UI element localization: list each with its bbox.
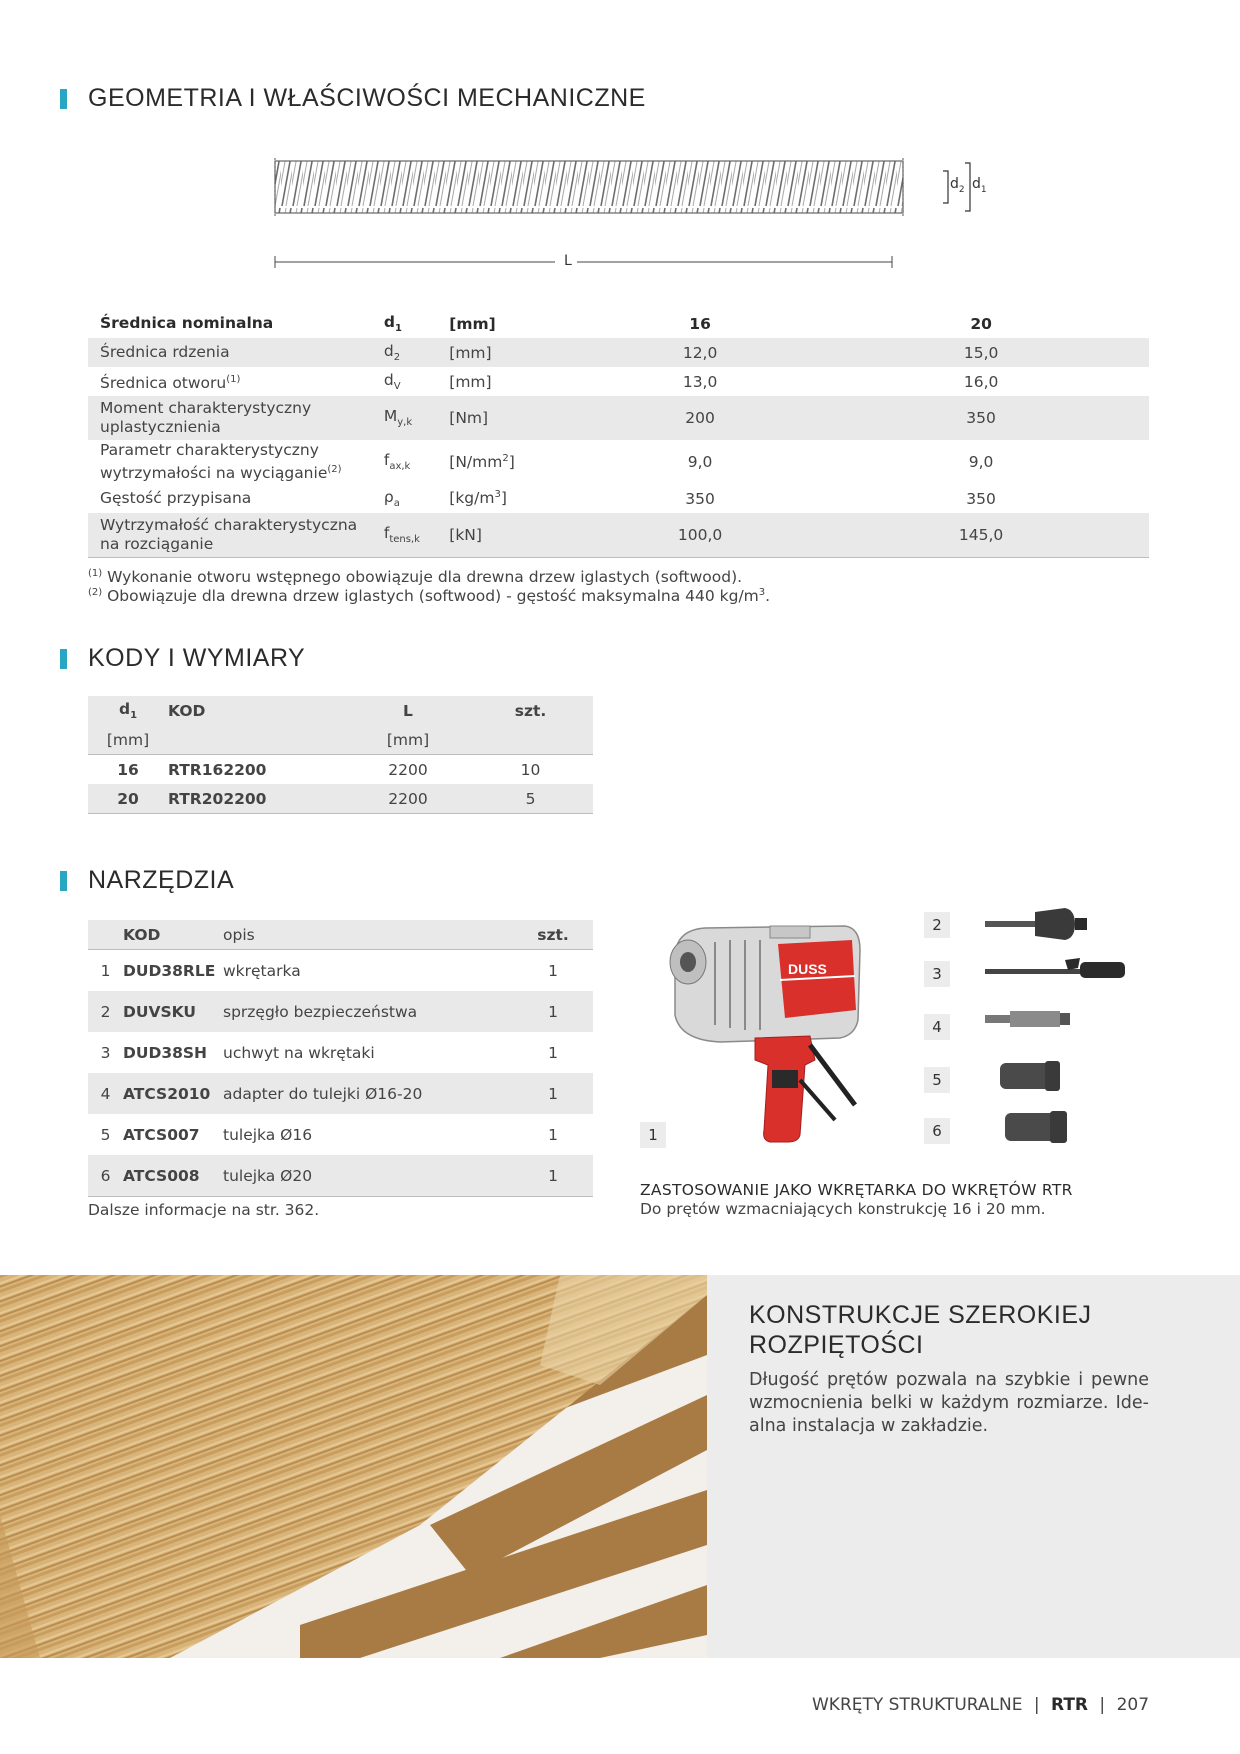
- section-title-geometry: GEOMETRIA I WŁAŚCIWOŚCI MECHANICZNE: [60, 84, 646, 113]
- adapter-icon: [985, 1011, 1070, 1027]
- tool-label-3: 3: [924, 961, 950, 987]
- codes-header-row: $d_1$ KOD L szt.: [88, 696, 593, 725]
- footer-section: WKRĘTY STRUKTURALNE: [812, 1695, 1023, 1715]
- codes-table: [88, 696, 593, 814]
- d1-label: $d_1$: [972, 176, 987, 195]
- tool-label-2: 2: [924, 912, 950, 938]
- tool-caption-title: ZASTOSOWANIE JAKO WKRĘTARKA DO WKRĘTÓW RTR: [640, 1181, 1073, 1199]
- tool-label-6: 6: [924, 1118, 950, 1144]
- d2-bracket: [943, 171, 948, 203]
- socket-20-icon: [1005, 1111, 1067, 1143]
- d2-label: $d_2$: [950, 176, 965, 195]
- accessories-image: [980, 898, 1130, 1148]
- table-row: 2 DUVSKU sprzęgło bezpieczeństwa 1: [88, 991, 593, 1032]
- footer-separator: |: [1033, 1695, 1040, 1715]
- table-row: 20 RTR202200 2200 5: [88, 784, 593, 814]
- table-row: 3 DUD38SH uchwyt na wkrętaki 1: [100, 1043, 558, 1062]
- tool-label-1: 1: [640, 1122, 666, 1148]
- section-title-tools: NARZĘDZIA: [60, 866, 234, 895]
- screw-diagram: [270, 155, 1010, 285]
- table-row: Wytrzymałość charakterystyczna na rozciąganie $f_{tens,k}$ [kN] 100,0 145,0: [88, 513, 1149, 557]
- length-label: L: [564, 253, 572, 269]
- footnote-2: $^{(2)}$ Obowiązuje dla drewna drzew iglastych (softwood) - gęstość maksymalna 440 $kg/m^3$.: [88, 587, 771, 606]
- timber-ceiling-image: [0, 1275, 707, 1658]
- section-marker: [60, 871, 67, 891]
- page-footer: [812, 1695, 1150, 1715]
- section-marker: [60, 649, 67, 669]
- screw-body: [275, 161, 903, 213]
- section-title-codes: KODY I WYMIARY: [60, 644, 305, 673]
- d1-bracket: [965, 163, 970, 211]
- table-row: 6 ATCS008 tulejka Ø20 1: [88, 1155, 593, 1197]
- table-row: Średnica rdzenia $d_2$ [mm] 12,0 15,0: [88, 338, 1149, 367]
- footer-separator-2: |: [1099, 1695, 1106, 1715]
- feature-title: KONSTRUKCJE SZEROKIEJ ROZPIĘTOŚCI: [749, 1301, 1092, 1359]
- feature-text: Długość prętów pozwala na szybkie i pewne wzmocnienia belki w każdym rozmiarze. Ide-alna instalacja w zakładzie.: [749, 1370, 1149, 1436]
- screw-holder-icon: [985, 958, 1125, 978]
- page-number: 207: [1116, 1695, 1150, 1715]
- table-row: 16 RTR162200 2200 10: [117, 760, 541, 779]
- footer-product: RTR: [1051, 1695, 1089, 1715]
- table-row: 1 DUD38RLE wkrętarka 1: [100, 961, 558, 980]
- tools-table: [88, 920, 593, 1197]
- table-row: Gęstość przypisana $\rho_a$ $[kg/m^3]$ 350 350: [100, 487, 996, 510]
- drill-image: [660, 920, 870, 1145]
- duss-logo: DUSS: [788, 961, 827, 977]
- tool-caption-text: Do prętów wzmacniających konstrukcję 16 i 20 mm.: [640, 1200, 1046, 1218]
- footnote-1: $^{(1)}$ Wykonanie otworu wstępnego obowiązuje dla drewna drzew iglastych (softwood).: [88, 568, 743, 587]
- properties-header-row: Średnica nominalna $d_1$ [mm] 16 20: [100, 312, 992, 335]
- properties-table: [88, 309, 1149, 558]
- tool-label-5: 5: [924, 1067, 950, 1093]
- tool-label-4: 4: [924, 1014, 950, 1040]
- section-marker: [60, 89, 67, 109]
- table-row: 5 ATCS007 tulejka Ø16 1: [100, 1125, 558, 1144]
- codes-units-row: [mm] [mm]: [88, 725, 593, 755]
- table-row: Parametr charakterystyczny wytrzymałości na wyciąganie$^{(2)}$ $f_{ax,k}$ $[N/mm^2]$ 9,0 9,0: [100, 440, 994, 483]
- tools-note: Dalsze informacje na str. 362.: [88, 1201, 320, 1219]
- table-row: 4 ATCS2010 adapter do tulejki Ø16-20 1: [88, 1073, 593, 1114]
- clutch-icon: [985, 908, 1087, 940]
- table-row: Średnica otworu$^{(1)}$ $d_V$ [mm] 13,0 16,0: [100, 370, 999, 393]
- socket-16-icon: [1000, 1061, 1060, 1091]
- table-row: Moment charakterystyczny uplastycznienia $M_{y,k}$ [Nm] 200 350: [88, 396, 1149, 440]
- tools-header-row: KOD opis szt.: [88, 920, 593, 950]
